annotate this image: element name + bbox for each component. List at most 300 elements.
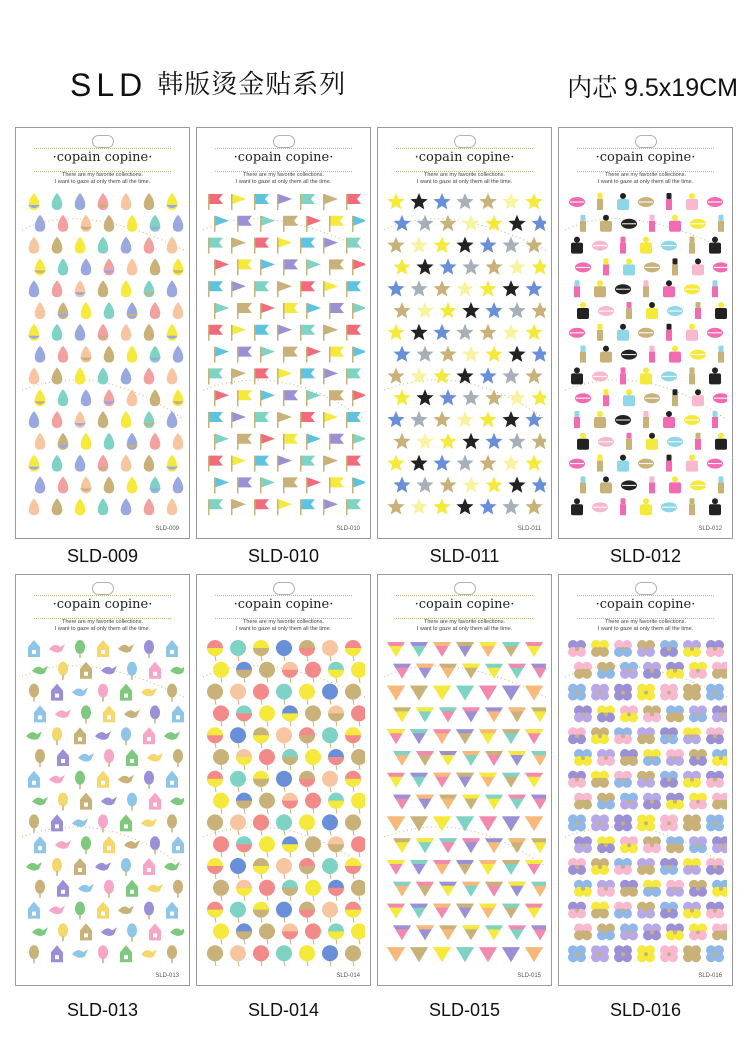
pansies-sticker bbox=[637, 945, 655, 962]
product-sheet-sld-011 bbox=[377, 127, 552, 539]
houses-birds-trees-sticker bbox=[35, 880, 45, 898]
balloons-sticker bbox=[236, 662, 252, 683]
balloons-sticker bbox=[328, 749, 344, 770]
flags-sticker bbox=[352, 477, 365, 493]
stars-sticker bbox=[410, 411, 427, 427]
balloons-sticker bbox=[322, 640, 338, 661]
perfume-lipstick-sticker bbox=[592, 241, 608, 251]
number-triangles-sticker bbox=[410, 686, 428, 701]
stars-sticker bbox=[416, 258, 433, 274]
pansies-sticker bbox=[591, 640, 609, 657]
balloons-sticker bbox=[276, 771, 292, 792]
houses-birds-trees-sticker bbox=[118, 644, 134, 653]
flags-sticker bbox=[323, 412, 338, 428]
flags-sticker bbox=[208, 281, 223, 297]
balloons-sticker bbox=[207, 771, 223, 792]
perfume-lipstick-sticker bbox=[663, 280, 675, 297]
perfume-lipstick-sticker bbox=[621, 219, 637, 229]
balloons-sticker bbox=[207, 684, 223, 705]
sheet-code: SLD-013 bbox=[155, 973, 179, 979]
balloons-sticker bbox=[207, 727, 223, 748]
stars-sticker bbox=[393, 302, 410, 318]
pansies-sticker bbox=[614, 727, 632, 744]
balloons-sticker bbox=[276, 858, 292, 879]
perfume-lipstick-sticker bbox=[621, 350, 637, 360]
stars-sticker bbox=[410, 498, 427, 514]
balloons-sticker bbox=[328, 793, 344, 814]
flags-sticker bbox=[323, 499, 338, 515]
balloons-sticker bbox=[322, 727, 338, 748]
flags-sticker bbox=[329, 477, 344, 493]
houses-birds-trees-sticker bbox=[26, 731, 42, 740]
product-sheet-sld-013 bbox=[15, 574, 190, 986]
houses-birds-trees-sticker bbox=[32, 797, 48, 806]
number-triangles-sticker bbox=[531, 751, 546, 766]
stars-sticker bbox=[410, 324, 427, 340]
number-triangles-sticker bbox=[439, 882, 457, 897]
flags-sticker bbox=[329, 347, 344, 363]
raindrops-sticker bbox=[98, 237, 109, 254]
perfume-lipstick-sticker bbox=[640, 498, 652, 515]
brand-label: ·copain copine· bbox=[414, 150, 515, 165]
raindrops-sticker bbox=[97, 455, 109, 472]
perfume-lipstick-sticker bbox=[646, 302, 658, 319]
flags-sticker bbox=[346, 238, 361, 254]
stars-sticker bbox=[387, 237, 404, 253]
raindrops-sticker bbox=[28, 455, 40, 472]
perfume-lipstick-sticker bbox=[569, 459, 585, 469]
raindrops-sticker bbox=[98, 411, 109, 428]
stars-sticker bbox=[525, 193, 542, 209]
number-triangles-sticker bbox=[485, 751, 503, 766]
number-triangles-sticker bbox=[479, 773, 497, 788]
pansies-sticker bbox=[643, 705, 661, 722]
balloons-sticker bbox=[328, 662, 344, 683]
pansies-sticker bbox=[620, 705, 638, 722]
stars-sticker bbox=[479, 193, 496, 209]
pansies-sticker bbox=[637, 684, 655, 701]
pansies-sticker bbox=[706, 814, 724, 831]
balloons-sticker bbox=[305, 836, 321, 857]
number-triangles-sticker bbox=[508, 838, 526, 853]
pansies-sticker bbox=[591, 814, 609, 831]
flags-sticker bbox=[352, 259, 365, 275]
raindrops-sticker bbox=[121, 324, 132, 341]
houses-birds-trees-sticker bbox=[74, 858, 86, 875]
perfume-lipstick-sticker bbox=[667, 306, 683, 316]
number-triangles-sticker bbox=[410, 816, 428, 831]
product-code-label: SLD-015 bbox=[428, 1000, 501, 1020]
houses-birds-trees-sticker bbox=[57, 880, 69, 897]
brand-label: ·copain copine· bbox=[233, 150, 334, 165]
number-triangles-sticker bbox=[456, 904, 474, 919]
tagline bbox=[197, 619, 370, 633]
number-triangles-sticker bbox=[502, 860, 520, 875]
pansies-sticker bbox=[683, 727, 701, 744]
tagline-line2: I want to gaze at only them all the time. bbox=[54, 179, 151, 185]
houses-birds-trees-sticker bbox=[118, 775, 134, 784]
houses-birds-trees-sticker bbox=[121, 727, 131, 745]
stars-sticker bbox=[456, 411, 473, 427]
raindrops-sticker bbox=[149, 215, 161, 232]
houses-birds-trees-sticker bbox=[49, 775, 65, 784]
perfume-lipstick-sticker bbox=[575, 262, 591, 272]
flags-sticker bbox=[306, 303, 321, 319]
number-triangles-sticker bbox=[479, 816, 497, 831]
flags-sticker bbox=[283, 390, 298, 406]
balloons-sticker bbox=[276, 945, 292, 966]
raindrops-sticker bbox=[35, 302, 46, 319]
tagline-line2: I want to gaze at only them all the time. bbox=[416, 626, 513, 632]
stars-sticker bbox=[416, 302, 433, 318]
balloons-sticker bbox=[322, 945, 338, 966]
raindrops-sticker bbox=[166, 193, 178, 210]
pansies-sticker bbox=[637, 858, 655, 875]
balloons-sticker bbox=[305, 705, 321, 726]
pansies-sticker bbox=[683, 640, 701, 657]
stars-sticker bbox=[462, 302, 479, 318]
raindrops-sticker bbox=[35, 476, 46, 493]
balloons-sticker bbox=[230, 727, 246, 748]
raindrops-sticker bbox=[51, 498, 63, 515]
raindrops-sticker bbox=[173, 302, 184, 319]
product-code-label: SLD-013 bbox=[66, 1000, 139, 1020]
sheet-code: SLD-016 bbox=[698, 973, 722, 979]
pansies-sticker bbox=[666, 880, 684, 897]
perfume-lipstick-sticker bbox=[715, 433, 727, 450]
stars-sticker bbox=[456, 280, 473, 296]
pansies-sticker bbox=[597, 793, 615, 810]
number-triangles-sticker bbox=[502, 686, 520, 701]
perfume-lipstick-sticker bbox=[707, 197, 723, 207]
flags-sticker bbox=[254, 238, 269, 254]
stars-sticker bbox=[485, 302, 502, 318]
pansies-sticker bbox=[568, 902, 586, 919]
pansies-sticker bbox=[568, 858, 586, 875]
stars-sticker bbox=[479, 498, 496, 514]
houses-birds-trees-sticker bbox=[95, 862, 111, 871]
pansies-sticker bbox=[591, 902, 609, 919]
houses-birds-trees-sticker bbox=[74, 727, 86, 744]
balloons-sticker bbox=[207, 858, 223, 879]
flags-sticker bbox=[277, 281, 292, 297]
houses-birds-trees-sticker bbox=[55, 840, 71, 849]
balloons-sticker bbox=[207, 640, 223, 661]
flags-sticker bbox=[352, 303, 365, 319]
balloons-sticker bbox=[253, 771, 269, 792]
number-triangles-sticker bbox=[502, 642, 520, 657]
perfume-lipstick-sticker bbox=[580, 215, 586, 232]
perfume-lipstick-sticker bbox=[597, 324, 603, 341]
product-code-label: SLD-009 bbox=[66, 546, 139, 566]
pansies-sticker bbox=[597, 662, 615, 679]
flags-sticker bbox=[237, 259, 252, 275]
number-triangles-sticker bbox=[416, 751, 434, 766]
perfume-lipstick-sticker bbox=[577, 433, 589, 450]
pansies-sticker bbox=[620, 662, 638, 679]
houses-birds-trees-sticker bbox=[28, 771, 40, 788]
number-triangles-sticker bbox=[485, 925, 503, 940]
houses-birds-trees-sticker bbox=[127, 923, 137, 941]
perfume-lipstick-sticker bbox=[709, 367, 721, 384]
stars-sticker bbox=[439, 389, 456, 405]
houses-birds-trees-sticker bbox=[144, 640, 154, 658]
raindrops-sticker bbox=[29, 411, 40, 428]
perfume-lipstick-sticker bbox=[692, 258, 704, 275]
balloons-sticker bbox=[276, 902, 292, 923]
houses-birds-trees-sticker bbox=[118, 906, 134, 915]
balloons-sticker bbox=[253, 902, 269, 923]
number-triangles-sticker bbox=[525, 686, 543, 701]
perfume-lipstick-sticker bbox=[690, 480, 706, 490]
balloons-sticker bbox=[345, 684, 361, 705]
raindrops-sticker bbox=[29, 280, 40, 297]
pansies-sticker bbox=[683, 814, 701, 831]
stars-sticker bbox=[508, 215, 525, 231]
flags-sticker bbox=[214, 216, 229, 232]
perfume-lipstick-sticker bbox=[575, 393, 591, 403]
stars-sticker bbox=[393, 258, 410, 274]
balloons-sticker bbox=[230, 684, 246, 705]
perfume-lipstick-sticker bbox=[603, 258, 609, 275]
pansies-sticker bbox=[637, 814, 655, 831]
perfume-lipstick-sticker bbox=[689, 498, 695, 515]
number-triangles-sticker bbox=[508, 925, 526, 940]
balloons-sticker bbox=[351, 923, 365, 944]
perfume-lipstick-sticker bbox=[644, 393, 660, 403]
tagline-line2: I want to gaze at only them all the time. bbox=[54, 626, 151, 632]
stars-sticker bbox=[387, 324, 404, 340]
perfume-lipstick-sticker bbox=[672, 389, 678, 406]
houses-birds-trees-sticker bbox=[29, 945, 39, 963]
stars-sticker bbox=[410, 280, 427, 296]
houses-birds-trees-sticker bbox=[166, 771, 178, 788]
number-triangles-sticker bbox=[531, 882, 546, 897]
stars-sticker bbox=[479, 280, 496, 296]
number-triangles-sticker bbox=[416, 664, 434, 679]
flags-sticker bbox=[306, 259, 321, 275]
number-triangles-sticker bbox=[393, 882, 411, 897]
pansies-sticker bbox=[637, 771, 655, 788]
flags-sticker bbox=[237, 216, 252, 232]
perfume-lipstick-sticker bbox=[649, 476, 655, 493]
perfume-lipstick-sticker bbox=[594, 280, 606, 297]
number-triangles-sticker bbox=[531, 925, 546, 940]
pansies-sticker bbox=[597, 705, 615, 722]
number-triangles-sticker bbox=[439, 707, 457, 722]
number-triangles-sticker bbox=[439, 838, 457, 853]
raindrops-sticker bbox=[35, 433, 46, 450]
number-triangles-sticker bbox=[410, 773, 428, 788]
flags-sticker bbox=[300, 412, 315, 428]
balloons-sticker bbox=[351, 749, 365, 770]
balloons-sticker bbox=[259, 923, 275, 944]
number-triangles-sticker bbox=[433, 904, 451, 919]
raindrops-sticker bbox=[144, 367, 155, 384]
stars-sticker bbox=[531, 215, 546, 231]
stars-sticker bbox=[531, 389, 546, 405]
stars-sticker bbox=[387, 193, 404, 209]
houses-birds-trees-sticker bbox=[149, 923, 161, 940]
hang-hole bbox=[635, 582, 657, 595]
balloons-sticker bbox=[276, 640, 292, 661]
balloons-sticker bbox=[345, 814, 361, 835]
perfume-lipstick-sticker bbox=[600, 215, 612, 232]
raindrops-sticker bbox=[144, 498, 155, 515]
number-triangles-sticker bbox=[387, 686, 405, 701]
flags-sticker bbox=[237, 347, 252, 363]
balloons-sticker bbox=[230, 945, 246, 966]
perfume-lipstick-sticker bbox=[684, 415, 700, 425]
raindrops-sticker bbox=[29, 237, 40, 254]
raindrops-sticker bbox=[149, 476, 161, 493]
stars-sticker bbox=[508, 433, 525, 449]
product-code-label: SLD-010 bbox=[247, 546, 320, 566]
raindrops-sticker bbox=[52, 324, 63, 341]
sticker-grid bbox=[565, 637, 727, 972]
houses-birds-trees-sticker bbox=[167, 684, 177, 702]
number-triangles-sticker bbox=[531, 707, 546, 722]
perfume-lipstick-sticker bbox=[669, 476, 681, 493]
stars-sticker bbox=[502, 324, 519, 340]
perfume-lipstick-sticker bbox=[715, 302, 727, 319]
houses-birds-trees-sticker bbox=[120, 945, 132, 962]
number-triangles-sticker bbox=[433, 686, 451, 701]
stars-sticker bbox=[433, 324, 450, 340]
perfume-lipstick-sticker bbox=[569, 328, 585, 338]
flags-sticker bbox=[214, 477, 229, 493]
balloons-sticker bbox=[345, 640, 361, 661]
pansies-sticker bbox=[683, 858, 701, 875]
flags-sticker bbox=[260, 259, 275, 275]
product-sheet-sld-014 bbox=[196, 574, 371, 986]
stars-sticker bbox=[433, 411, 450, 427]
balloons-sticker bbox=[230, 902, 246, 923]
balloons-sticker bbox=[282, 923, 298, 944]
flags-sticker bbox=[306, 347, 321, 363]
houses-birds-trees-sticker bbox=[97, 771, 109, 788]
pansies-sticker bbox=[643, 749, 661, 766]
balloons-sticker bbox=[305, 923, 321, 944]
perfume-lipstick-sticker bbox=[643, 411, 649, 428]
number-triangles-sticker bbox=[462, 707, 480, 722]
number-triangles-sticker bbox=[393, 751, 411, 766]
number-triangles-sticker bbox=[456, 729, 474, 744]
flags-sticker bbox=[323, 194, 338, 210]
number-triangles-sticker bbox=[387, 642, 405, 657]
stars-sticker bbox=[439, 433, 456, 449]
flags-sticker bbox=[323, 325, 338, 341]
raindrops-sticker bbox=[52, 280, 63, 297]
pansies-sticker bbox=[666, 662, 684, 679]
balloons-sticker bbox=[213, 880, 229, 901]
raindrops-sticker bbox=[127, 215, 138, 232]
tagline-line2: I want to gaze at only them all the time. bbox=[235, 179, 332, 185]
perfume-lipstick-sticker bbox=[689, 237, 695, 254]
raindrops-sticker bbox=[58, 258, 69, 275]
balloons-sticker bbox=[282, 662, 298, 683]
pansies-sticker bbox=[614, 902, 632, 919]
flags-sticker bbox=[277, 325, 292, 341]
tagline-line1: There are my favorite collections. bbox=[423, 172, 505, 178]
balloons-sticker bbox=[305, 662, 321, 683]
raindrops-sticker bbox=[104, 215, 115, 232]
perfume-lipstick-sticker bbox=[598, 437, 614, 447]
number-triangles-sticker bbox=[531, 664, 546, 679]
perfume-lipstick-sticker bbox=[621, 480, 637, 490]
sticker-artwork bbox=[384, 190, 546, 525]
houses-birds-trees-sticker bbox=[72, 688, 88, 697]
number-triangles-sticker bbox=[508, 707, 526, 722]
perfume-lipstick-sticker bbox=[667, 437, 683, 447]
flags-sticker bbox=[329, 390, 344, 406]
flags-sticker bbox=[231, 325, 246, 341]
stars-sticker bbox=[508, 302, 525, 318]
product-sheet-sld-015 bbox=[377, 574, 552, 986]
balloons-sticker bbox=[299, 684, 315, 705]
sticker-grid bbox=[203, 190, 365, 525]
pansies-sticker bbox=[683, 902, 701, 919]
flags-sticker bbox=[352, 347, 365, 363]
flags-sticker bbox=[214, 347, 229, 363]
number-triangles-sticker bbox=[416, 882, 434, 897]
pansies-sticker bbox=[620, 793, 638, 810]
raindrops-sticker bbox=[58, 346, 69, 363]
stars-sticker bbox=[462, 258, 479, 274]
flags-sticker bbox=[283, 434, 298, 450]
raindrops-sticker bbox=[167, 367, 178, 384]
balloons-sticker bbox=[345, 727, 361, 748]
houses-birds-trees-sticker bbox=[51, 945, 63, 962]
houses-birds-trees-sticker bbox=[166, 640, 178, 657]
raindrops-sticker bbox=[121, 455, 132, 472]
sticker-grid bbox=[384, 637, 546, 972]
pansies-sticker bbox=[660, 814, 678, 831]
houses-birds-trees-sticker bbox=[167, 945, 177, 963]
tagline-line1: There are my favorite collections. bbox=[242, 619, 324, 625]
pansies-sticker bbox=[712, 662, 727, 679]
number-triangles-sticker bbox=[433, 860, 451, 875]
perfume-lipstick-sticker bbox=[640, 237, 652, 254]
flags-sticker bbox=[283, 216, 298, 232]
balloons-sticker bbox=[236, 749, 252, 770]
number-triangles-sticker bbox=[479, 729, 497, 744]
stars-sticker bbox=[393, 476, 410, 492]
houses-birds-trees-sticker bbox=[81, 836, 91, 854]
raindrops-sticker bbox=[75, 324, 86, 341]
stars-sticker bbox=[502, 280, 519, 296]
pansies-sticker bbox=[689, 705, 707, 722]
stars-sticker bbox=[525, 498, 542, 514]
balloons-sticker bbox=[253, 727, 269, 748]
balloons-sticker bbox=[230, 640, 246, 661]
balloons-sticker bbox=[299, 640, 315, 661]
balloons-sticker bbox=[207, 902, 223, 923]
houses-birds-trees-sticker bbox=[98, 945, 108, 963]
balloons-sticker bbox=[253, 814, 269, 835]
perfume-lipstick-sticker bbox=[580, 346, 586, 363]
raindrops-sticker bbox=[120, 498, 132, 515]
raindrops-sticker bbox=[144, 455, 155, 472]
hang-hole bbox=[454, 582, 476, 595]
flags-sticker bbox=[323, 281, 338, 297]
stars-sticker bbox=[387, 280, 404, 296]
houses-birds-trees-sticker bbox=[164, 731, 180, 740]
stars-sticker bbox=[393, 346, 410, 362]
perfume-lipstick-sticker bbox=[666, 324, 672, 341]
flags-sticker bbox=[277, 194, 292, 210]
houses-birds-trees-sticker bbox=[80, 923, 92, 940]
